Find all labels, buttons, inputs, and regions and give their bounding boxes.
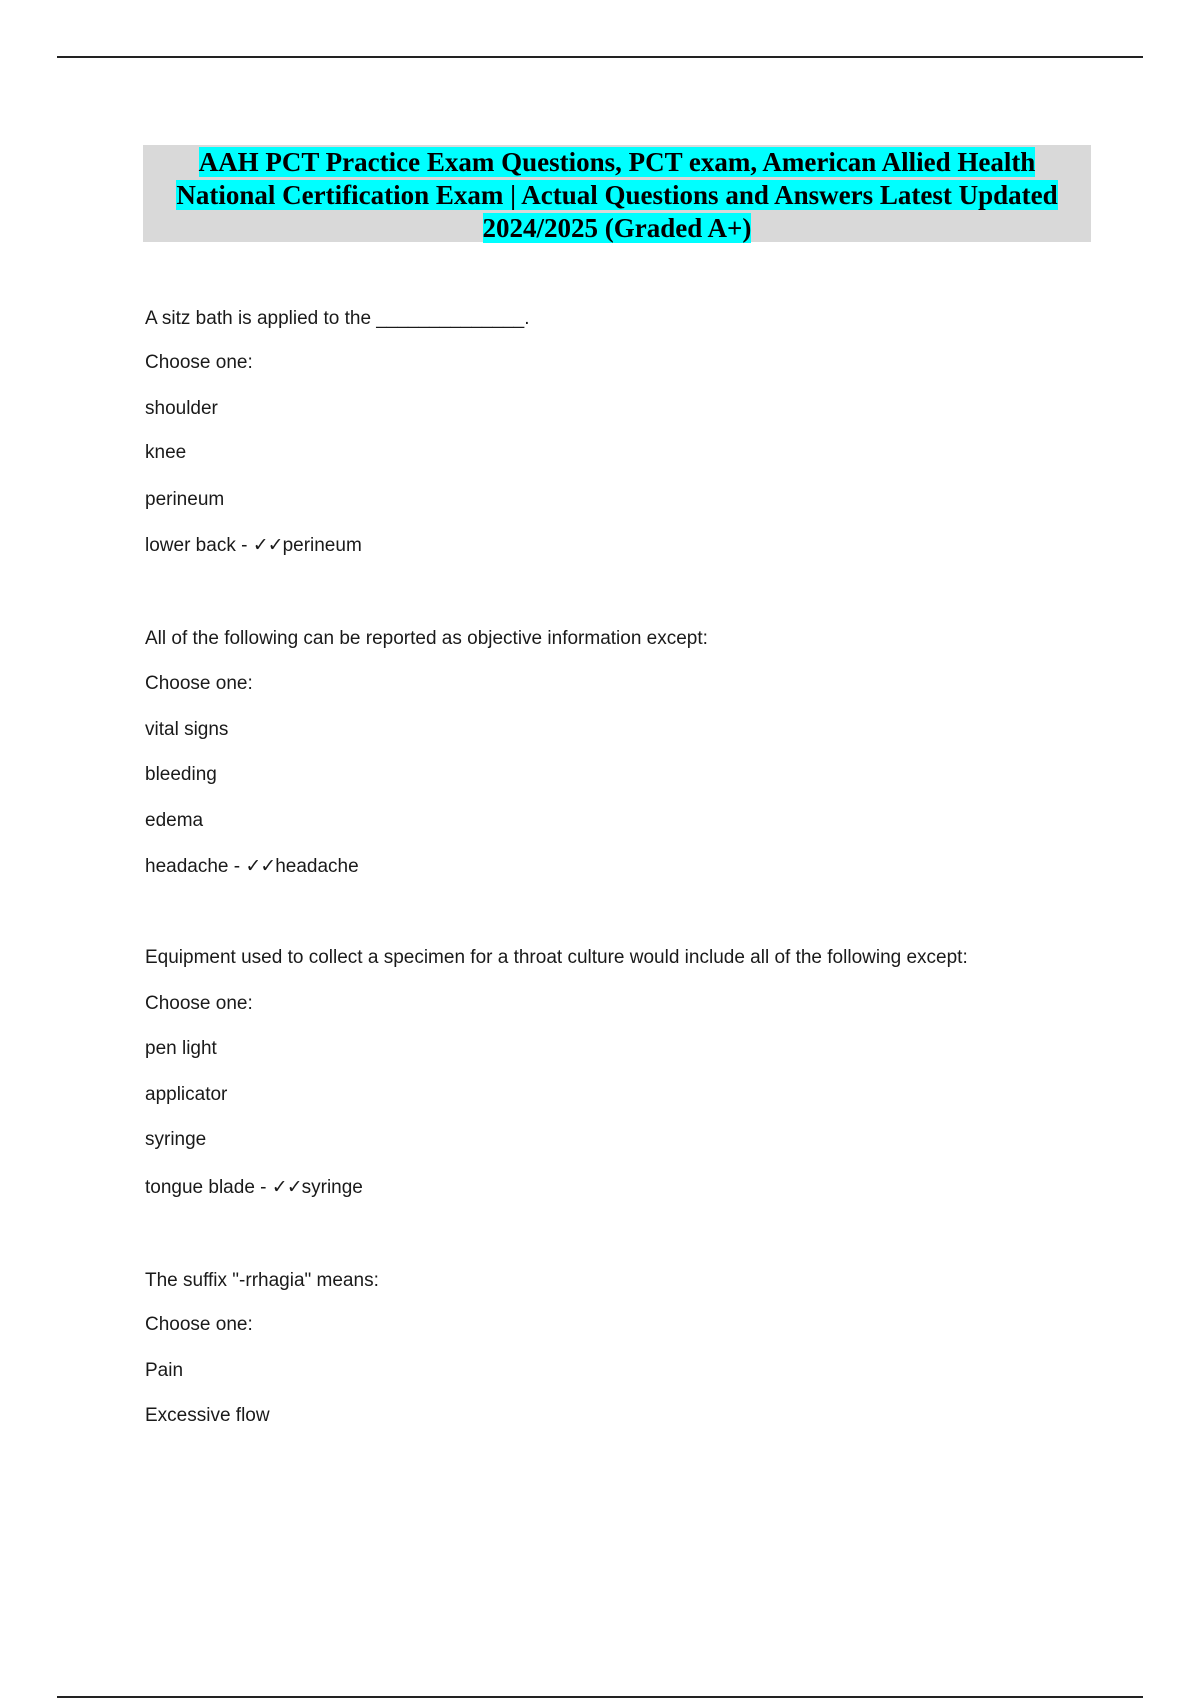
answer-option: shoulder — [145, 398, 218, 419]
answer-option: vital signs — [145, 719, 229, 740]
answer-option: edema — [145, 810, 204, 831]
double-check-icon: ✓✓ — [252, 535, 283, 556]
answer-separator: - — [235, 535, 253, 556]
double-check-icon: ✓✓ — [245, 856, 276, 877]
answer-option: headache — [145, 856, 229, 877]
question-text: All of the following can be reported as objective information except: — [145, 628, 708, 649]
correct-answer: syringe — [301, 1177, 363, 1198]
answer-option: syringe — [145, 1129, 207, 1150]
title-line: 2024/2025 (Graded A+) — [482, 213, 752, 243]
answer-option-with-key — [145, 1176, 363, 1200]
title-line: National Certification Exam | Actual Questions and Answers Latest Updated — [176, 180, 1058, 210]
correct-answer: headache — [275, 856, 359, 877]
choose-prompt: Choose one: — [145, 993, 253, 1014]
answer-option: Pain — [145, 1360, 184, 1381]
question-text: Equipment used to collect a specimen for a throat culture would include all of the following except: — [145, 947, 968, 968]
answer-separator: - — [228, 856, 246, 877]
document-title — [143, 145, 1091, 242]
answer-separator: - — [254, 1177, 272, 1198]
footer-rule — [57, 1696, 1143, 1698]
answer-option: pen light — [145, 1038, 217, 1059]
answer-option: perineum — [145, 489, 225, 510]
title-line: AAH PCT Practice Exam Questions, PCT exam, American Allied Health — [198, 147, 1036, 177]
question-text: The suffix "-rrhagia" means: — [145, 1270, 379, 1291]
answer-option: lower back — [145, 535, 236, 556]
correct-answer: perineum — [282, 535, 362, 556]
answer-option: applicator — [145, 1084, 228, 1105]
choose-prompt: Choose one: — [145, 352, 253, 373]
answer-option-with-key — [145, 534, 362, 558]
question-text: A sitz bath is applied to the ______________. — [145, 308, 530, 329]
header-rule — [57, 56, 1143, 58]
double-check-icon: ✓✓ — [271, 1177, 302, 1198]
answer-option: knee — [145, 442, 187, 463]
answer-option: tongue blade — [145, 1177, 255, 1198]
choose-prompt: Choose one: — [145, 1314, 253, 1335]
answer-option: bleeding — [145, 764, 217, 785]
answer-option-with-key — [145, 855, 359, 879]
choose-prompt: Choose one: — [145, 673, 253, 694]
answer-option: Excessive flow — [145, 1405, 270, 1426]
